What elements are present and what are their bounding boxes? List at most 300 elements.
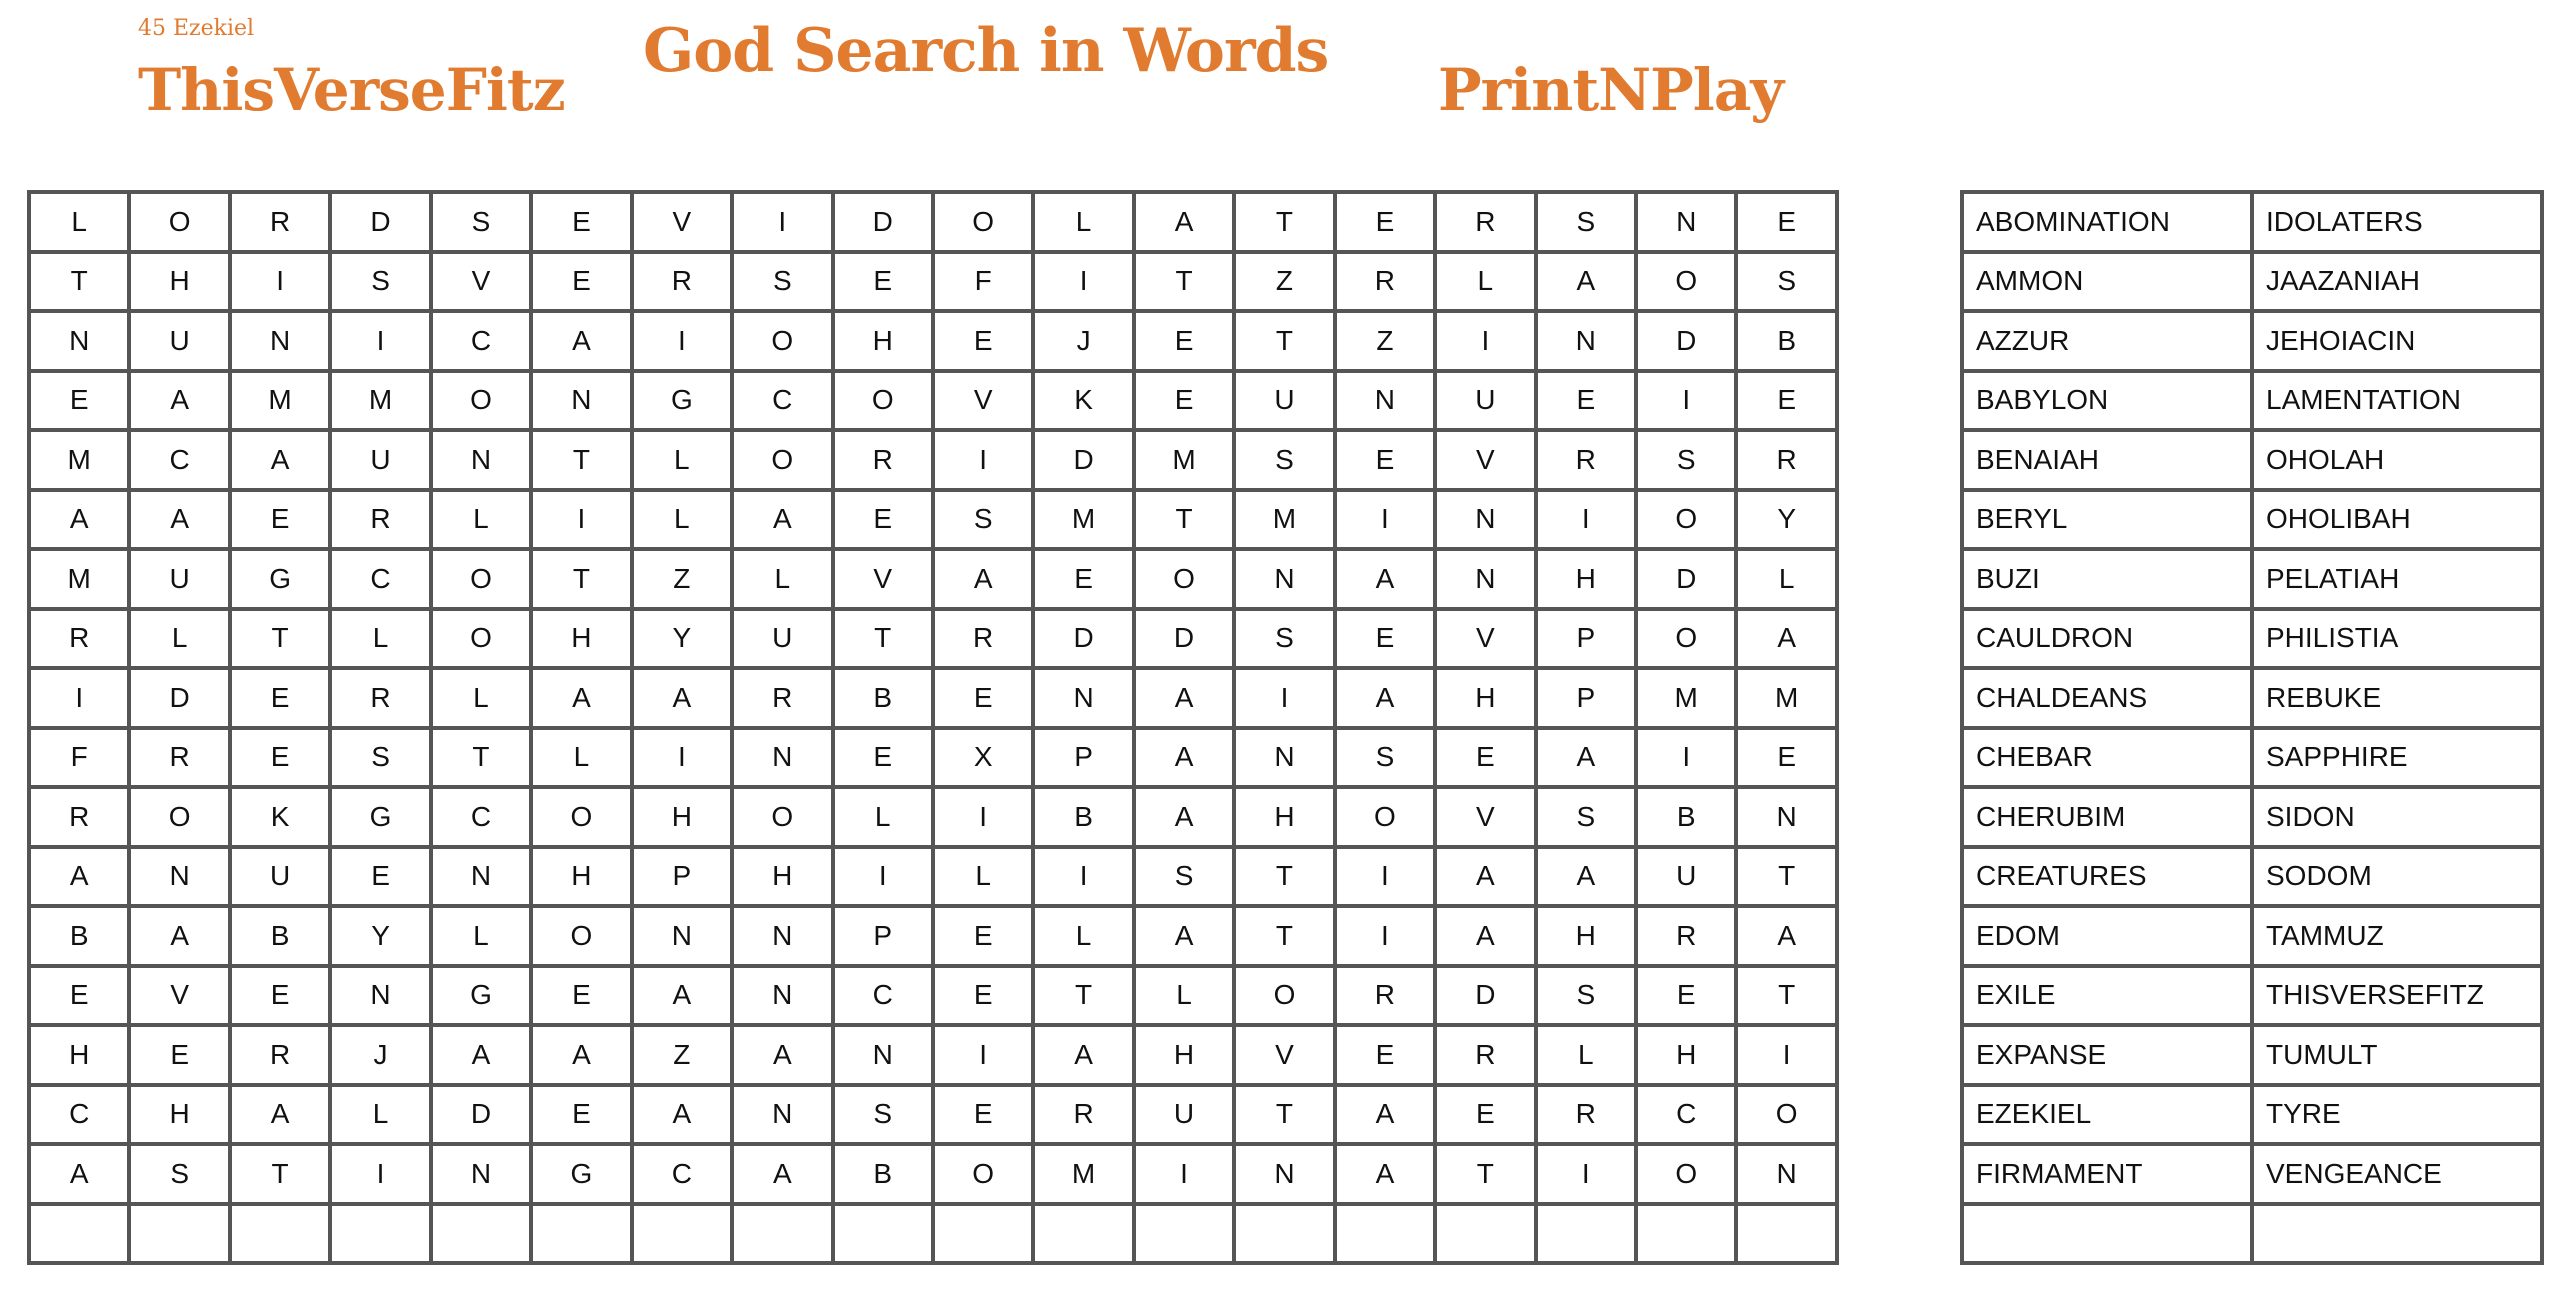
grid-cell[interactable]: C	[632, 1144, 732, 1204]
grid-cell[interactable]: A	[129, 371, 229, 431]
grid-cell[interactable]: O	[431, 371, 531, 431]
grid-cell[interactable]: T	[230, 1144, 330, 1204]
grid-cell[interactable]: T	[531, 549, 631, 609]
grid-cell[interactable]: T	[1435, 1144, 1535, 1204]
grid-cell[interactable]: I	[632, 311, 732, 371]
grid-cell[interactable]: R	[330, 490, 430, 550]
grid-cell[interactable]: E	[833, 728, 933, 788]
grid-cell[interactable]: B	[1033, 787, 1133, 847]
grid-cell[interactable]: N	[29, 311, 129, 371]
grid-cell[interactable]: G	[330, 787, 430, 847]
grid-cell[interactable]: D	[1134, 609, 1234, 669]
grid-cell[interactable]: E	[29, 966, 129, 1026]
grid-cell[interactable]: N	[1234, 1144, 1334, 1204]
grid-cell[interactable]: I	[29, 668, 129, 728]
grid-cell[interactable]: L	[933, 847, 1033, 907]
grid-cell[interactable]	[531, 1204, 631, 1264]
grid-cell[interactable]: T	[531, 430, 631, 490]
grid-cell[interactable]: O	[1636, 490, 1736, 550]
grid-cell[interactable]	[129, 1204, 229, 1264]
grid-cell[interactable]: D	[129, 668, 229, 728]
grid-cell[interactable]: A	[632, 1085, 732, 1145]
grid-cell[interactable]: O	[129, 787, 229, 847]
grid-cell[interactable]: H	[1536, 906, 1636, 966]
grid-cell[interactable]: E	[531, 966, 631, 1026]
grid-cell[interactable]: I	[632, 728, 732, 788]
grid-cell[interactable]: H	[1636, 1025, 1736, 1085]
grid-cell[interactable]: U	[330, 430, 430, 490]
grid-cell[interactable]: O	[431, 609, 531, 669]
grid-cell[interactable]: R	[129, 728, 229, 788]
grid-cell[interactable]: U	[1435, 371, 1535, 431]
grid-cell[interactable]: L	[330, 1085, 430, 1145]
grid-cell[interactable]: N	[1536, 311, 1636, 371]
grid-cell[interactable]: D	[1435, 966, 1535, 1026]
grid-cell[interactable]: C	[833, 966, 933, 1026]
grid-cell[interactable]: D	[1033, 430, 1133, 490]
grid-cell[interactable]: Z	[1335, 311, 1435, 371]
grid-cell[interactable]: I	[933, 1025, 1033, 1085]
grid-cell[interactable]	[833, 1204, 933, 1264]
grid-cell[interactable]: E	[29, 371, 129, 431]
grid-cell[interactable]	[1736, 1204, 1836, 1264]
grid-cell[interactable]: A	[1134, 787, 1234, 847]
grid-cell[interactable]: U	[732, 609, 832, 669]
grid-cell[interactable]: H	[29, 1025, 129, 1085]
grid-cell[interactable]: I	[230, 252, 330, 312]
grid-cell[interactable]: N	[1335, 371, 1435, 431]
grid-cell[interactable]: T	[1234, 1085, 1334, 1145]
grid-cell[interactable]: S	[1636, 430, 1736, 490]
grid-cell[interactable]: N	[230, 311, 330, 371]
grid-cell[interactable]: T	[1134, 252, 1234, 312]
grid-cell[interactable]: S	[1234, 430, 1334, 490]
grid-cell[interactable]: I	[833, 847, 933, 907]
grid-cell[interactable]: H	[732, 847, 832, 907]
grid-cell[interactable]: L	[632, 490, 732, 550]
grid-cell[interactable]: U	[1636, 847, 1736, 907]
grid-cell[interactable]: N	[833, 1025, 933, 1085]
grid-cell[interactable]: T	[1234, 906, 1334, 966]
grid-cell[interactable]: U	[129, 549, 229, 609]
grid-cell[interactable]: O	[732, 430, 832, 490]
grid-cell[interactable]: L	[1536, 1025, 1636, 1085]
grid-cell[interactable]: E	[833, 490, 933, 550]
grid-cell[interactable]: F	[29, 728, 129, 788]
grid-cell[interactable]: N	[431, 1144, 531, 1204]
grid-cell[interactable]: M	[29, 549, 129, 609]
grid-cell[interactable]: L	[1736, 549, 1836, 609]
grid-cell[interactable]: E	[933, 311, 1033, 371]
grid-cell[interactable]: C	[431, 311, 531, 371]
grid-cell[interactable]: R	[1335, 966, 1435, 1026]
grid-cell[interactable]: E	[230, 490, 330, 550]
grid-cell[interactable]: M	[1636, 668, 1736, 728]
grid-cell[interactable]: I	[531, 490, 631, 550]
grid-cell[interactable]: I	[1134, 1144, 1234, 1204]
grid-cell[interactable]: A	[29, 847, 129, 907]
grid-cell[interactable]: E	[230, 668, 330, 728]
grid-cell[interactable]: K	[1033, 371, 1133, 431]
grid-cell[interactable]: H	[1134, 1025, 1234, 1085]
grid-cell[interactable]: R	[29, 609, 129, 669]
grid-cell[interactable]: O	[1636, 1144, 1736, 1204]
grid-cell[interactable]: A	[933, 549, 1033, 609]
grid-cell[interactable]: G	[431, 966, 531, 1026]
grid-cell[interactable]: P	[1536, 609, 1636, 669]
grid-cell[interactable]: A	[230, 1085, 330, 1145]
grid-cell[interactable]: D	[1636, 549, 1736, 609]
grid-cell[interactable]: M	[230, 371, 330, 431]
grid-cell[interactable]: U	[1134, 1085, 1234, 1145]
grid-cell[interactable]: E	[1335, 609, 1435, 669]
grid-cell[interactable]: A	[1134, 728, 1234, 788]
grid-cell[interactable]: D	[1636, 311, 1736, 371]
grid-cell[interactable]: E	[1033, 549, 1133, 609]
grid-cell[interactable]: E	[833, 252, 933, 312]
grid-cell[interactable]	[1335, 1204, 1435, 1264]
grid-cell[interactable]: E	[531, 192, 631, 252]
grid-cell[interactable]: L	[1033, 192, 1133, 252]
grid-cell[interactable]: I	[933, 430, 1033, 490]
grid-cell[interactable]: U	[129, 311, 229, 371]
grid-cell[interactable]: M	[29, 430, 129, 490]
grid-cell[interactable]: N	[1234, 728, 1334, 788]
grid-cell[interactable]: A	[1335, 549, 1435, 609]
grid-cell[interactable]: S	[1536, 192, 1636, 252]
grid-cell[interactable]: N	[1636, 192, 1736, 252]
grid-cell[interactable]: V	[1435, 787, 1535, 847]
grid-cell[interactable]: B	[230, 906, 330, 966]
grid-cell[interactable]: K	[230, 787, 330, 847]
grid-cell[interactable]	[632, 1204, 732, 1264]
grid-cell[interactable]: A	[531, 668, 631, 728]
grid-cell[interactable]: H	[1435, 668, 1535, 728]
grid-cell[interactable]: I	[330, 311, 430, 371]
grid-cell[interactable]: V	[1435, 430, 1535, 490]
grid-cell[interactable]: A	[632, 966, 732, 1026]
grid-cell[interactable]: A	[129, 906, 229, 966]
grid-cell[interactable]: L	[29, 192, 129, 252]
grid-cell[interactable]	[1134, 1204, 1234, 1264]
grid-cell[interactable]: B	[833, 668, 933, 728]
grid-cell[interactable]: A	[1134, 668, 1234, 728]
grid-cell[interactable]: I	[1033, 252, 1133, 312]
grid-cell[interactable]	[330, 1204, 430, 1264]
grid-cell[interactable]: L	[431, 668, 531, 728]
grid-cell[interactable]: T	[1033, 966, 1133, 1026]
grid-cell[interactable]	[431, 1204, 531, 1264]
grid-cell[interactable]: E	[1736, 371, 1836, 431]
grid-cell[interactable]: R	[1033, 1085, 1133, 1145]
grid-cell[interactable]: N	[732, 966, 832, 1026]
grid-cell[interactable]: S	[1736, 252, 1836, 312]
grid-cell[interactable]: N	[330, 966, 430, 1026]
grid-cell[interactable]: V	[933, 371, 1033, 431]
grid-cell[interactable]: A	[732, 1025, 832, 1085]
grid-cell[interactable]: R	[1335, 252, 1435, 312]
grid-cell[interactable]: N	[1234, 549, 1334, 609]
grid-cell[interactable]: A	[1335, 1085, 1435, 1145]
grid-cell[interactable]: B	[29, 906, 129, 966]
grid-cell[interactable]: T	[1736, 847, 1836, 907]
grid-cell[interactable]: E	[1435, 728, 1535, 788]
grid-cell[interactable]: M	[1234, 490, 1334, 550]
grid-cell[interactable]: C	[732, 371, 832, 431]
grid-cell[interactable]: D	[330, 192, 430, 252]
grid-cell[interactable]: R	[1536, 430, 1636, 490]
grid-cell[interactable]: J	[330, 1025, 430, 1085]
grid-cell[interactable]: M	[1033, 490, 1133, 550]
grid-cell[interactable]: P	[632, 847, 732, 907]
grid-cell[interactable]: A	[1335, 1144, 1435, 1204]
grid-cell[interactable]: E	[1335, 1025, 1435, 1085]
grid-cell[interactable]: A	[531, 311, 631, 371]
grid-cell[interactable]: A	[732, 1144, 832, 1204]
grid-cell[interactable]: V	[1435, 609, 1535, 669]
grid-cell[interactable]: A	[531, 1025, 631, 1085]
grid-cell[interactable]: A	[1435, 906, 1535, 966]
grid-cell[interactable]: I	[1736, 1025, 1836, 1085]
grid-cell[interactable]: S	[431, 192, 531, 252]
grid-cell[interactable]	[230, 1204, 330, 1264]
grid-cell[interactable]: M	[330, 371, 430, 431]
grid-cell[interactable]: O	[732, 787, 832, 847]
grid-cell[interactable]: E	[230, 966, 330, 1026]
grid-cell[interactable]: N	[1736, 1144, 1836, 1204]
grid-cell[interactable]: P	[833, 906, 933, 966]
grid-cell[interactable]: S	[129, 1144, 229, 1204]
grid-cell[interactable]: R	[330, 668, 430, 728]
grid-cell[interactable]: N	[531, 371, 631, 431]
grid-cell[interactable]: L	[431, 490, 531, 550]
grid-cell[interactable]: A	[1134, 906, 1234, 966]
grid-cell[interactable]: Z	[632, 549, 732, 609]
grid-cell[interactable]: H	[1536, 549, 1636, 609]
grid-cell[interactable]: H	[531, 847, 631, 907]
grid-cell[interactable]	[29, 1204, 129, 1264]
grid-cell[interactable]: O	[1636, 252, 1736, 312]
grid-cell[interactable]: A	[1033, 1025, 1133, 1085]
grid-cell[interactable]: R	[1536, 1085, 1636, 1145]
grid-cell[interactable]: O	[531, 906, 631, 966]
grid-cell[interactable]: T	[1234, 192, 1334, 252]
grid-cell[interactable]: H	[833, 311, 933, 371]
grid-cell[interactable]: E	[1435, 1085, 1535, 1145]
grid-cell[interactable]: S	[1134, 847, 1234, 907]
grid-cell[interactable]: R	[1636, 906, 1736, 966]
grid-cell[interactable]: O	[833, 371, 933, 431]
grid-cell[interactable]: V	[632, 192, 732, 252]
grid-cell[interactable]: A	[1736, 609, 1836, 669]
grid-cell[interactable]: D	[431, 1085, 531, 1145]
grid-cell[interactable]: O	[732, 311, 832, 371]
grid-cell[interactable]: J	[1033, 311, 1133, 371]
grid-cell[interactable]: N	[129, 847, 229, 907]
grid-cell[interactable]: Y	[632, 609, 732, 669]
grid-cell[interactable]: A	[1736, 906, 1836, 966]
grid-cell[interactable]: Z	[632, 1025, 732, 1085]
grid-cell[interactable]: R	[732, 668, 832, 728]
grid-cell[interactable]: O	[129, 192, 229, 252]
grid-cell[interactable]: C	[330, 549, 430, 609]
grid-cell[interactable]: E	[1134, 371, 1234, 431]
grid-cell[interactable]: L	[330, 609, 430, 669]
grid-cell[interactable]: E	[330, 847, 430, 907]
grid-cell[interactable]: A	[1435, 847, 1535, 907]
grid-cell[interactable]: C	[1636, 1085, 1736, 1145]
grid-cell[interactable]	[933, 1204, 1033, 1264]
grid-cell[interactable]: T	[833, 609, 933, 669]
grid-cell[interactable]: M	[1033, 1144, 1133, 1204]
grid-cell[interactable]: A	[230, 430, 330, 490]
grid-cell[interactable]: C	[129, 430, 229, 490]
grid-cell[interactable]: I	[1033, 847, 1133, 907]
grid-cell[interactable]: R	[632, 252, 732, 312]
grid-cell[interactable]: O	[1335, 787, 1435, 847]
grid-cell[interactable]: I	[1435, 311, 1535, 371]
grid-cell[interactable]: U	[230, 847, 330, 907]
grid-cell[interactable]: D	[833, 192, 933, 252]
grid-cell[interactable]	[1636, 1204, 1736, 1264]
grid-cell[interactable]: B	[1636, 787, 1736, 847]
grid-cell[interactable]: O	[933, 192, 1033, 252]
grid-cell[interactable]: B	[1736, 311, 1836, 371]
grid-cell[interactable]: I	[1234, 668, 1334, 728]
grid-cell[interactable]: U	[1234, 371, 1334, 431]
grid-cell[interactable]: N	[1736, 787, 1836, 847]
grid-cell[interactable]: V	[833, 549, 933, 609]
grid-cell[interactable]: S	[330, 252, 430, 312]
grid-cell[interactable]: X	[933, 728, 1033, 788]
grid-cell[interactable]: A	[1134, 192, 1234, 252]
grid-cell[interactable]: M	[1134, 430, 1234, 490]
grid-cell[interactable]: N	[1033, 668, 1133, 728]
grid-cell[interactable]	[1435, 1204, 1535, 1264]
grid-cell[interactable]: G	[632, 371, 732, 431]
grid-cell[interactable]: E	[531, 252, 631, 312]
grid-cell[interactable]: G	[230, 549, 330, 609]
grid-cell[interactable]: R	[833, 430, 933, 490]
grid-cell[interactable]: E	[1335, 430, 1435, 490]
grid-cell[interactable]: E	[933, 906, 1033, 966]
grid-cell[interactable]: T	[1134, 490, 1234, 550]
grid-cell[interactable]: R	[29, 787, 129, 847]
grid-cell[interactable]: R	[230, 192, 330, 252]
grid-cell[interactable]: E	[1736, 192, 1836, 252]
grid-cell[interactable]: S	[1335, 728, 1435, 788]
grid-cell[interactable]: G	[531, 1144, 631, 1204]
grid-cell[interactable]: A	[1536, 847, 1636, 907]
grid-cell[interactable]: T	[431, 728, 531, 788]
grid-cell[interactable]: S	[1234, 609, 1334, 669]
grid-cell[interactable]: I	[1636, 371, 1736, 431]
grid-cell[interactable]: F	[933, 252, 1033, 312]
grid-cell[interactable]: E	[933, 966, 1033, 1026]
grid-cell[interactable]: L	[431, 906, 531, 966]
grid-cell[interactable]: I	[1536, 1144, 1636, 1204]
grid-cell[interactable]: A	[1536, 728, 1636, 788]
grid-cell[interactable]: O	[531, 787, 631, 847]
grid-cell[interactable]: H	[531, 609, 631, 669]
grid-cell[interactable]: A	[129, 490, 229, 550]
grid-cell[interactable]: E	[230, 728, 330, 788]
grid-cell[interactable]: P	[1033, 728, 1133, 788]
grid-cell[interactable]: S	[732, 252, 832, 312]
grid-cell[interactable]: N	[732, 1085, 832, 1145]
grid-cell[interactable]: I	[933, 787, 1033, 847]
grid-cell[interactable]: T	[1234, 847, 1334, 907]
grid-cell[interactable]: A	[1335, 668, 1435, 728]
grid-cell[interactable]: S	[1536, 966, 1636, 1026]
grid-cell[interactable]: N	[431, 430, 531, 490]
grid-cell[interactable]: A	[29, 1144, 129, 1204]
grid-cell[interactable]: E	[1536, 371, 1636, 431]
grid-cell[interactable]: I	[732, 192, 832, 252]
grid-cell[interactable]	[1033, 1204, 1133, 1264]
grid-cell[interactable]: N	[632, 906, 732, 966]
grid-cell[interactable]: L	[1134, 966, 1234, 1026]
grid-cell[interactable]: N	[1435, 490, 1535, 550]
grid-cell[interactable]: S	[330, 728, 430, 788]
grid-cell[interactable]: R	[1435, 192, 1535, 252]
grid-cell[interactable]: N	[732, 906, 832, 966]
grid-cell[interactable]: N	[1435, 549, 1535, 609]
grid-cell[interactable]: T	[1234, 311, 1334, 371]
grid-cell[interactable]: V	[1234, 1025, 1334, 1085]
grid-cell[interactable]: T	[1736, 966, 1836, 1026]
grid-cell[interactable]: T	[230, 609, 330, 669]
grid-cell[interactable]: O	[933, 1144, 1033, 1204]
grid-cell[interactable]: E	[933, 1085, 1033, 1145]
grid-cell[interactable]: R	[933, 609, 1033, 669]
grid-cell[interactable]: C	[29, 1085, 129, 1145]
grid-cell[interactable]: Z	[1234, 252, 1334, 312]
grid-cell[interactable]: V	[129, 966, 229, 1026]
grid-cell[interactable]: L	[129, 609, 229, 669]
grid-cell[interactable]: I	[330, 1144, 430, 1204]
grid-cell[interactable]: P	[1536, 668, 1636, 728]
grid-cell[interactable]: E	[129, 1025, 229, 1085]
grid-cell[interactable]: N	[431, 847, 531, 907]
grid-cell[interactable]: A	[632, 668, 732, 728]
grid-cell[interactable]: I	[1335, 490, 1435, 550]
grid-cell[interactable]: H	[129, 252, 229, 312]
grid-cell[interactable]: R	[1435, 1025, 1535, 1085]
grid-cell[interactable]: I	[1636, 728, 1736, 788]
grid-cell[interactable]: E	[1134, 311, 1234, 371]
grid-cell[interactable]: V	[431, 252, 531, 312]
grid-cell[interactable]: L	[833, 787, 933, 847]
grid-cell[interactable]: A	[1536, 252, 1636, 312]
grid-cell[interactable]: R	[1736, 430, 1836, 490]
grid-cell[interactable]: C	[431, 787, 531, 847]
grid-cell[interactable]: Y	[1736, 490, 1836, 550]
grid-cell[interactable]: H	[1234, 787, 1334, 847]
grid-cell[interactable]: O	[1636, 609, 1736, 669]
grid-cell[interactable]: H	[632, 787, 732, 847]
grid-cell[interactable]: O	[1134, 549, 1234, 609]
grid-cell[interactable]: L	[1435, 252, 1535, 312]
grid-cell[interactable]: T	[29, 252, 129, 312]
grid-cell[interactable]: E	[933, 668, 1033, 728]
grid-cell[interactable]: L	[531, 728, 631, 788]
grid-cell[interactable]: I	[1536, 490, 1636, 550]
grid-cell[interactable]: E	[1736, 728, 1836, 788]
grid-cell[interactable]: O	[1736, 1085, 1836, 1145]
grid-cell[interactable]: L	[1033, 906, 1133, 966]
grid-cell[interactable]: N	[732, 728, 832, 788]
